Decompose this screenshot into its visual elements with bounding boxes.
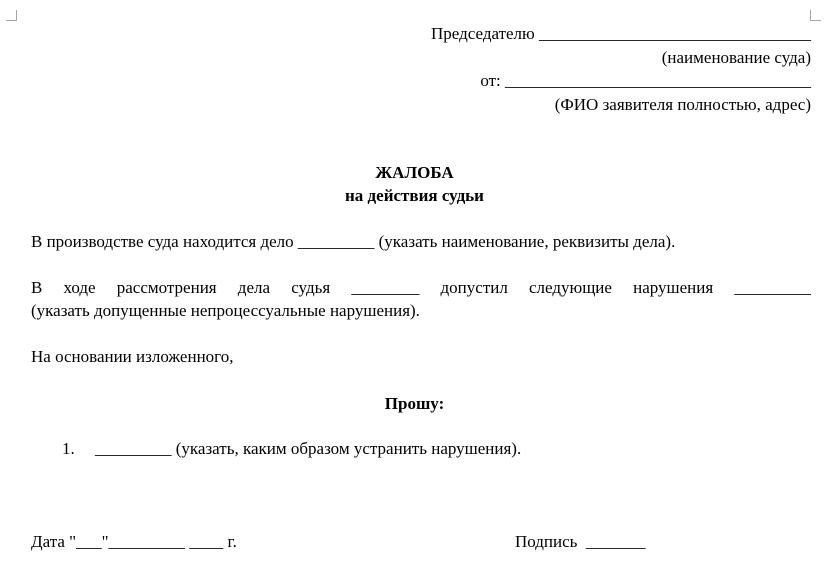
- page-corner-mark-left: [6, 10, 17, 21]
- applicant-hint: (ФИО заявителя полностью, адрес): [554, 95, 811, 114]
- word: судья: [291, 278, 331, 297]
- paragraph-case: В производстве суда находится дело _________ (указать наименование, реквизиты дела).: [31, 232, 676, 251]
- page-corner-mark-right: [810, 10, 821, 21]
- list-item-text: _________ (указать, каким образом устранить нарушения).: [95, 439, 522, 458]
- document-subtitle: на действия судьи: [345, 186, 484, 205]
- blank-field: _________: [734, 278, 811, 297]
- signature-field: Подпись _______: [515, 532, 646, 551]
- paragraph-violations-line1: [31, 278, 811, 298]
- word: нарушения: [633, 278, 714, 297]
- paragraph-basis: На основании изложенного,: [31, 347, 234, 366]
- paragraph-violations-line2: (указать допущенные непроцессуальные нарушения).: [31, 301, 420, 320]
- date-field: Дата "___"_________ ____ г.: [31, 532, 237, 551]
- word: ходе: [63, 278, 96, 297]
- word: дела: [237, 278, 271, 297]
- word: рассмотрения: [116, 278, 217, 297]
- word: В: [31, 278, 43, 297]
- addressee-line: Председателю ________________________________: [431, 24, 811, 43]
- document-title: ЖАЛОБА: [375, 163, 454, 182]
- request-heading: Прошу:: [384, 394, 445, 413]
- court-name-hint: (наименование суда): [661, 48, 811, 67]
- list-item-number: 1.: [62, 439, 75, 458]
- from-line: от: ____________________________________: [480, 71, 811, 90]
- blank-field: ________: [351, 278, 420, 297]
- word: допустил: [440, 278, 508, 297]
- word: следующие: [529, 278, 612, 297]
